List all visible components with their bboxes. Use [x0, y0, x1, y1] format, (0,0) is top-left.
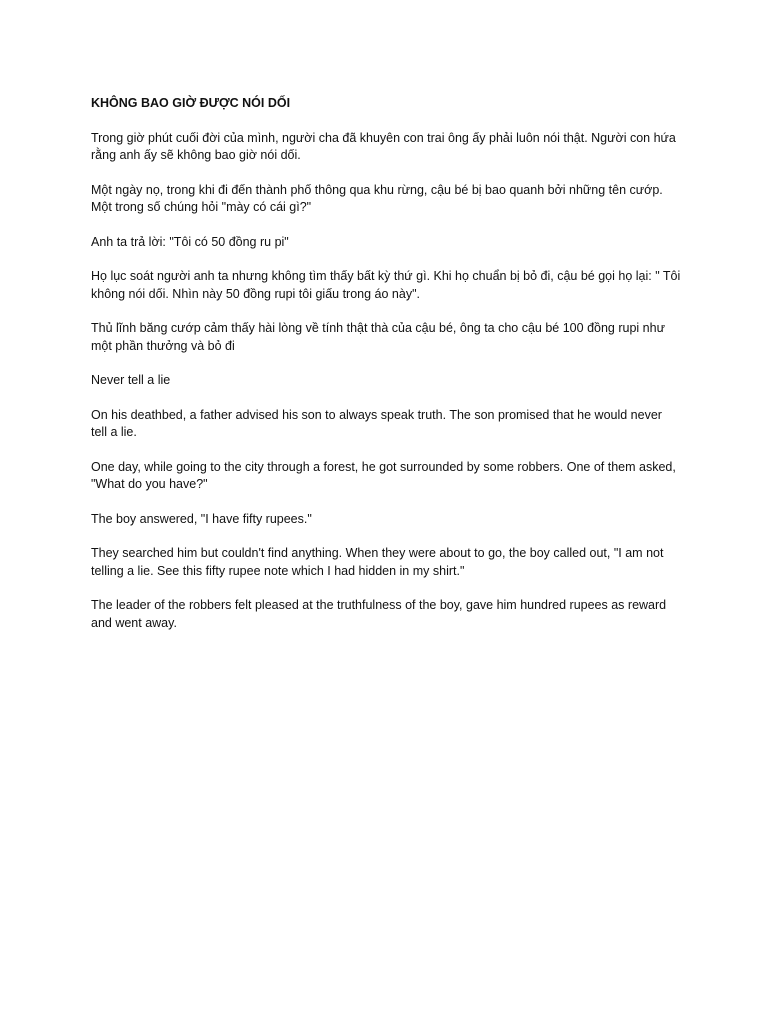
vietnamese-paragraph-4: Họ lục soát người anh ta nhưng không tìm thấy bất kỳ thứ gì. Khi họ chuẩn bị bỏ đi, cậu bé gọi họ lại: " Tôi không nói dối. Nhìn này 50 đồng rupi tôi giấu trong áo này". — [91, 269, 681, 301]
vietnamese-paragraph-2: Một ngày nọ, trong khi đi đến thành phố thông qua khu rừng, cậu bé bị bao quanh bởi những tên cướp. Một trong số chúng hỏi "mày có cái gì?" — [91, 182, 663, 214]
vietnamese-title: KHÔNG BAO GIỜ ĐƯỢC NÓI DỐI — [91, 96, 291, 110]
english-paragraph-1: On his deathbed, a father advised his son to always speak truth. The son promised that he would never tell a lie. — [91, 407, 662, 439]
english-paragraph-4: They searched him but couldn't find anything. When they were about to go, the boy called out, "I am not telling a lie. See this fifty rupee note which I had hidden in my shirt." — [91, 546, 664, 578]
vietnamese-paragraph-1: Trong giờ phút cuối đời của mình, người cha đã khuyên con trai ông ấy phải luôn nói thật. Người con hứa rằng anh ấy sẽ không bao giờ nói dối. — [91, 130, 676, 162]
english-paragraph-2: One day, while going to the city through a forest, he got surrounded by some robbers. One of them asked, "What do you have?" — [91, 459, 676, 491]
document-page — [91, 95, 681, 649]
english-title: Never tell a lie — [91, 373, 171, 387]
english-paragraph-3: The boy answered, "I have fifty rupees." — [91, 511, 312, 526]
vietnamese-paragraph-5: Thủ lĩnh băng cướp cảm thấy hài lòng về tính thật thà của cậu bé, ông ta cho cậu bé 100 đồng rupi như một phần thưởng và bỏ đi — [91, 321, 665, 353]
vietnamese-paragraph-3: Anh ta trả lời: "Tôi có 50 đồng ru pi" — [91, 234, 289, 249]
english-paragraph-5: The leader of the robbers felt pleased at the truthfulness of the boy, gave him hundred rupees as reward and went away. — [91, 598, 667, 630]
